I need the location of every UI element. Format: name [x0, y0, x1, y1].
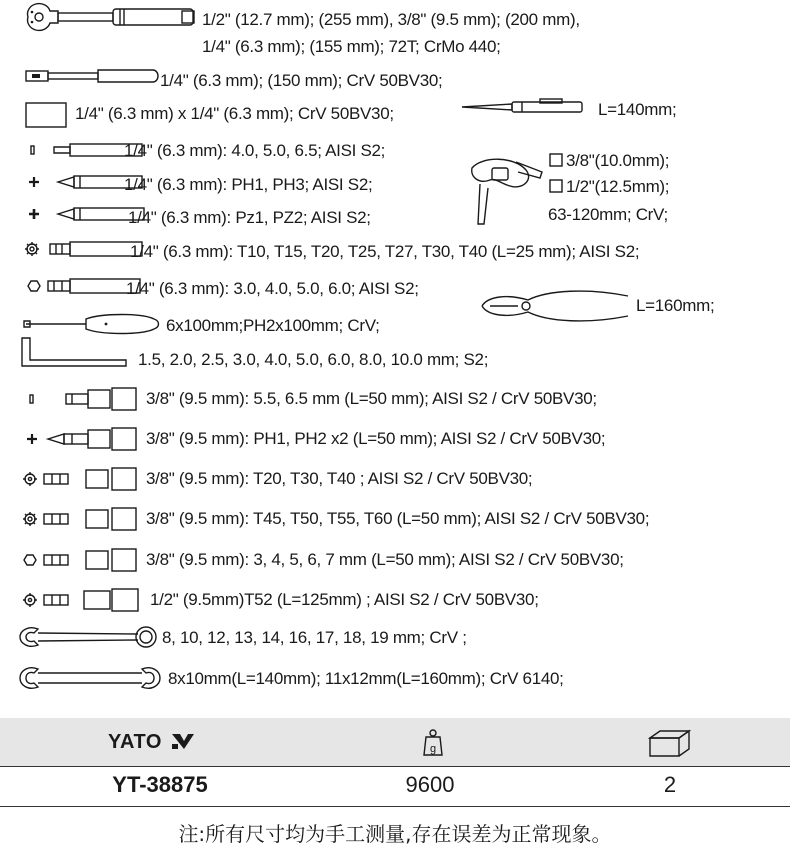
weight-value: 9600: [405, 772, 455, 797]
hex-key-icon: [20, 336, 132, 370]
torx-t52-socket-icon: [20, 585, 144, 615]
screwdriver-icon: [22, 311, 162, 337]
torx-bits-spec: 1/4" (6.3 mm): T10, T15, T20, T25, T27, T30, T40 (L=25 mm); AISI S2;: [130, 242, 640, 261]
torx-bit-icon: [22, 240, 128, 258]
pozidriv-bit-icon: [24, 206, 128, 222]
measurement-note: 注:所有尺寸均为手工测量,存在误差为正常现象。: [178, 822, 612, 846]
package-box-icon: [648, 728, 692, 758]
hex-bits-spec: 1/4" (6.3 mm): 3.0, 4.0, 5.0, 6.0; AISI S2;: [126, 279, 419, 298]
phillips-bit-socket-icon: [24, 424, 144, 454]
torx-bit-sockets-spec: 3/8" (9.5 mm): T20, T30, T40 ; AISI S2 / CrV 50BV30;: [146, 469, 533, 488]
hex-bit-sockets-spec: 3/8" (9.5 mm): 3, 4, 5, 6, 7 mm (L=50 mm); AISI S2 / CrV 50BV30;: [146, 550, 624, 569]
torx-long-bit-socket-icon: [20, 504, 144, 534]
hex-bit-icon: [22, 277, 126, 295]
slotted-bit-socket-icon: [24, 384, 144, 414]
hex-keys-spec: 1.5, 2.0, 2.5, 3.0, 4.0, 5.0, 6.0, 8.0, 10.0 mm; S2;: [138, 350, 489, 369]
voltage-tester-icon: [460, 96, 590, 118]
table-bottom-border: [0, 806, 790, 807]
torx-bit-socket-icon: [20, 464, 144, 494]
oil-filter-wrench-icon: [462, 150, 548, 230]
phillips-bits-spec: 1/4" (6.3 mm): PH1, PH3; AISI S2;: [124, 175, 373, 194]
weight-icon: [421, 728, 445, 758]
pliers-icon: [478, 286, 634, 326]
slotted-bit-icon: [24, 142, 124, 158]
product-code: YT-38875: [112, 772, 208, 797]
oil-filter-range: 63-120mm; CrV;: [548, 205, 668, 224]
extension-spec: 1/4" (6.3 mm); (150 mm); CrV 50BV30;: [160, 71, 443, 90]
adapter-spec: 1/4" (6.3 mm) x 1/4" (6.3 mm); CrV 50BV30;: [75, 104, 394, 123]
adapter-icon: [24, 101, 70, 129]
slotted-bits-spec: 1/4" (6.3 mm): 4.0, 5.0, 6.5; AISI S2;: [124, 141, 386, 160]
oil-filter-drive-3-8: 3/8"(10.0mm);: [566, 151, 670, 170]
double-open-wrenches-spec: 8x10mm(L=140mm); 11x12mm(L=160mm); CrV 6140;: [168, 669, 564, 688]
square-drive-icon: [548, 178, 564, 194]
ratchet-icon: [24, 4, 202, 30]
table-mid-border: [0, 766, 790, 767]
combination-wrenches-spec: 8, 10, 12, 13, 14, 16, 17, 18, 19 mm; CrV ;: [162, 628, 467, 647]
yato-logo: [108, 730, 194, 754]
pozidriv-bits-spec: 1/4" (6.3 mm): Pz1, PZ2; AISI S2;: [128, 208, 371, 227]
pliers-spec: L=160mm;: [636, 296, 715, 315]
package-quantity: 2: [663, 772, 677, 797]
combination-wrench-icon: [18, 623, 160, 651]
weight-icon-label: g: [429, 743, 437, 755]
phillips-bit-icon: [24, 174, 124, 190]
slotted-bit-sockets-spec: 3/8" (9.5 mm): 5.5, 6.5 mm (L=50 mm); AISI S2 / CrV 50BV30;: [146, 389, 597, 408]
yato-logo-text: YATO: [108, 731, 162, 753]
ratchet-spec-line-2: 1/4" (6.3 mm); (155 mm); 72T; CrMo 440;: [202, 37, 501, 56]
extension-bar-icon: [24, 68, 160, 84]
torx-long-bit-sockets-spec: 3/8" (9.5 mm): T45, T50, T55, T60 (L=50 mm); AISI S2 / CrV 50BV30;: [146, 509, 650, 528]
torx-t52-socket-spec: 1/2" (9.5mm)T52 (L=125mm) ; AISI S2 / CrV 50BV30;: [150, 590, 539, 609]
hex-bit-socket-icon: [20, 545, 144, 575]
yato-logo-mark-icon: [170, 732, 196, 750]
oil-filter-drive-1-2: 1/2"(12.5mm);: [566, 177, 670, 196]
phillips-bit-sockets-spec: 3/8" (9.5 mm): PH1, PH2 x2 (L=50 mm); AISI S2 / CrV 50BV30;: [146, 429, 606, 448]
square-drive-icon: [548, 152, 564, 168]
screwdriver-spec: 6x100mm;PH2x100mm; CrV;: [166, 316, 380, 335]
voltage-tester-spec: L=140mm;: [598, 100, 677, 119]
ratchet-spec-line-1: 1/2" (12.7 mm); (255 mm), 3/8" (9.5 mm); (200 mm),: [202, 10, 580, 29]
double-open-wrench-icon: [18, 663, 162, 693]
